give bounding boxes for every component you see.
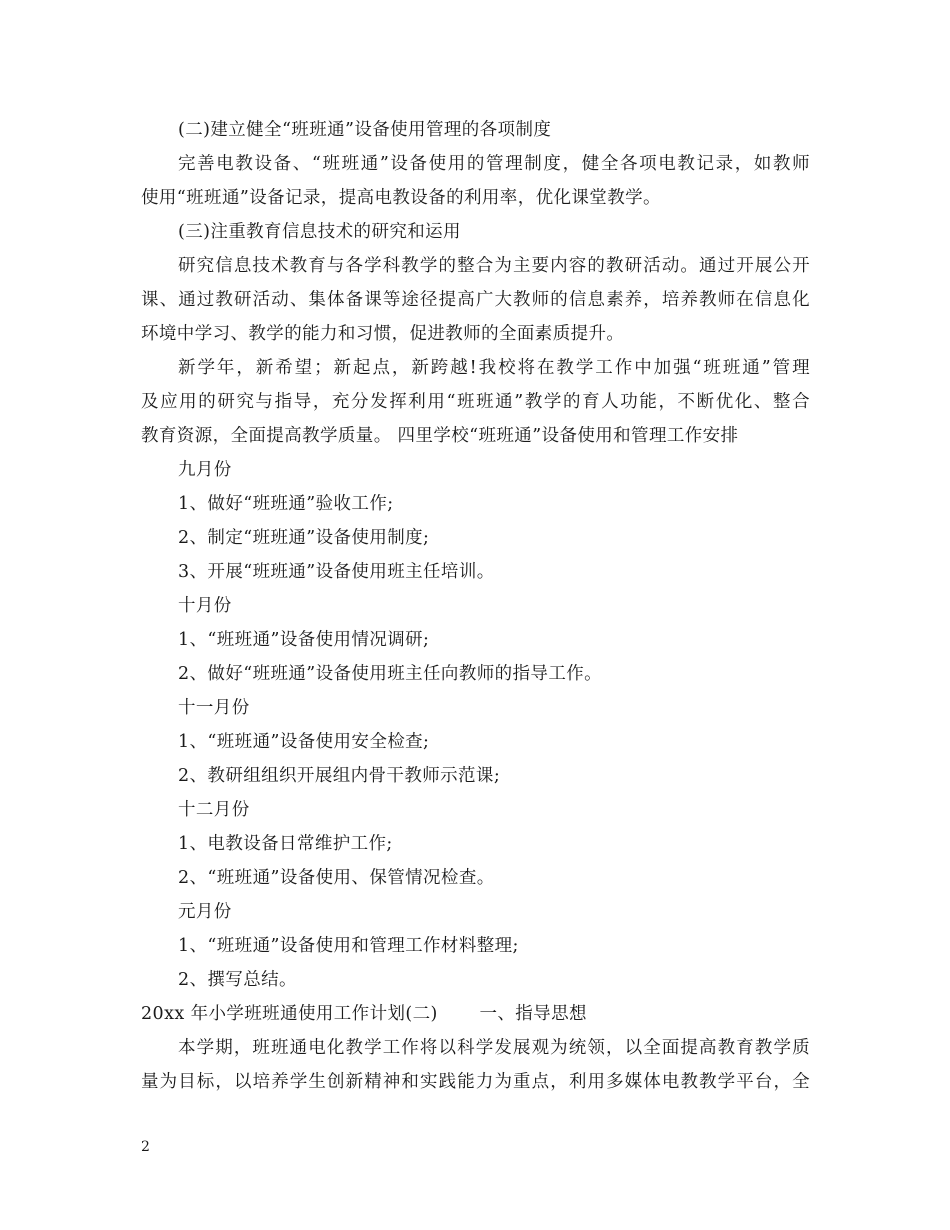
paragraph-line: 课、通过教研活动、集体备课等途径提高广大教师的信息素养，培养教师在信息化 xyxy=(141,290,810,310)
list-item: 1、“班班通”设备使用情况调研; xyxy=(178,630,430,650)
list-item: 2、“班班通”设备使用、保管情况检查。 xyxy=(178,868,495,888)
month-heading: 九月份 xyxy=(178,460,232,480)
list-item: 1、“班班通”设备使用安全检查; xyxy=(178,732,430,752)
paragraph-line: 环境中学习、教学的能力和习惯，促进教师的全面素质提升。 xyxy=(141,324,625,344)
list-item: 2、撰写总结。 xyxy=(178,970,297,990)
list-item: 1、电教设备日常维护工作; xyxy=(178,834,393,854)
month-heading: 十二月份 xyxy=(178,800,250,820)
list-item: 2、做好“班班通”设备使用班主任向教师的指导工作。 xyxy=(178,664,603,684)
list-item: 1、做好“班班通”验收工作; xyxy=(178,494,394,514)
section-heading-3: (三)注重教育信息技术的研究和运用 xyxy=(178,222,461,242)
paragraph-line: 新学年，新希望；新起点，新跨越!我校将在教学工作中加强“班班通”管理 xyxy=(178,358,810,378)
list-item: 1、“班班通”设备使用和管理工作材料整理; xyxy=(178,936,519,956)
month-heading: 十月份 xyxy=(178,596,232,616)
paragraph-line: 量为目标，以培养学生创新精神和实践能力为重点，利用多媒体电教教学平台，全 xyxy=(141,1072,810,1092)
page-number: 2 xyxy=(141,1139,150,1155)
paragraph-line: 使用“班班通”设备记录，提高电教设备的利用率，优化课堂教学。 xyxy=(141,188,661,208)
paragraph-line: 完善电教设备、“班班通”设备使用的管理制度，健全各项电教记录，如教师 xyxy=(178,154,810,174)
section-heading-2: (二)建立健全“班班通”设备使用管理的各项制度 xyxy=(178,120,552,140)
paragraph-line: 本学期，班班通电化教学工作将以科学发展观为统领，以全面提高教育教学质 xyxy=(178,1038,810,1058)
month-heading: 元月份 xyxy=(178,902,232,922)
paragraph-line: 及应用的研究与指导，充分发挥利用“班班通”教学的育人功能，不断优化、整合 xyxy=(141,392,810,412)
list-item: 3、开展“班班通”设备使用班主任培训。 xyxy=(178,562,495,582)
paragraph-line: 教育资源，全面提高教学质量。 四里学校“班班通”设备使用和管理工作安排 xyxy=(141,426,739,446)
month-heading: 十一月份 xyxy=(178,698,250,718)
list-item: 2、教研组组织开展组内骨干教师示范课; xyxy=(178,766,501,786)
list-item: 2、制定“班班通”设备使用制度; xyxy=(178,528,430,548)
paragraph-line: 研究信息技术教育与各学科教学的整合为主要内容的教研活动。通过开展公开 xyxy=(178,256,810,276)
document-title-line: 20xx 年小学班班通使用工作计划(二) 一、指导思想 xyxy=(141,1004,587,1024)
